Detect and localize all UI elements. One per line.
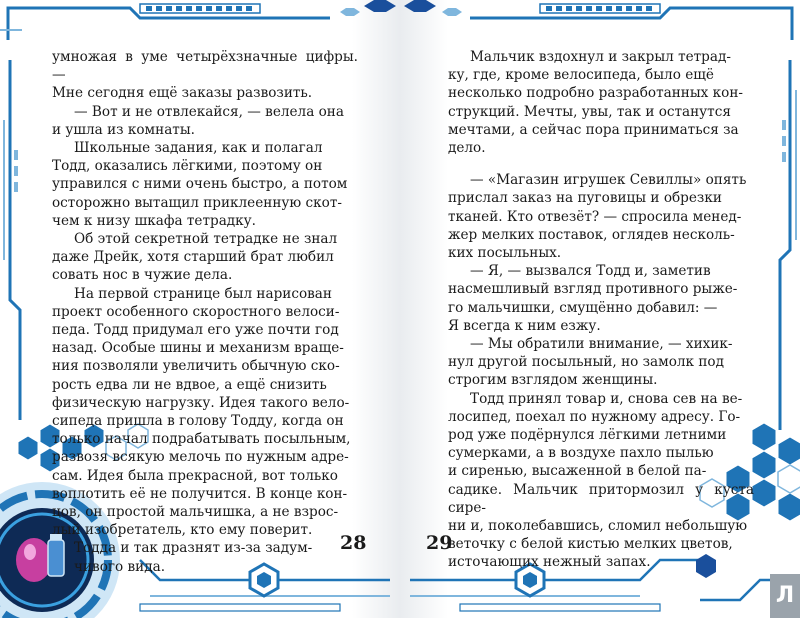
text-line: — Мы обратили внимание, — хихик- bbox=[470, 336, 733, 353]
text-line: источающих нежный запах. bbox=[448, 554, 651, 571]
text-line: На первой странице был нарисован bbox=[74, 285, 332, 302]
text-line: нул другой посыльный, но замолк под bbox=[448, 354, 724, 371]
page-number-left: 28 bbox=[340, 532, 367, 554]
text-line: Об этой секретной тетрадке не знал bbox=[74, 231, 338, 248]
text-line: ку, где, кроме велосипеда, было ещё bbox=[448, 67, 714, 84]
text-line: проект особенного скоростного велоси- bbox=[52, 303, 340, 320]
text-line: Мне сегодня ещё заказы развозить. bbox=[52, 85, 313, 102]
text-line: ния позволяли увеличить обычную ско- bbox=[52, 358, 340, 375]
text-line: род уже подёрнулся лёгкими летними bbox=[448, 427, 727, 444]
text-line: и ушла из комнаты. bbox=[52, 121, 195, 138]
text-line: Тодд принял товар и, снова сев на ве- bbox=[470, 390, 743, 407]
text-line: го мальчишки, смущённо добавил: — bbox=[448, 299, 718, 316]
text-line: педа. Тодд придумал его уже почти год bbox=[52, 322, 339, 339]
text-line: чивого вида. bbox=[74, 558, 166, 575]
text-line: — «Магазин игрушек Севиллы» опять bbox=[470, 172, 747, 189]
text-line: — Вот и не отвлекайся, — велела она bbox=[74, 103, 344, 120]
text-line: развозя всякую мелочь по нужным адре- bbox=[52, 449, 349, 466]
text-line: несколько подробно разработанных кон- bbox=[448, 85, 743, 102]
text-line: физическую нагрузку. Идея такого вело- bbox=[52, 394, 350, 411]
text-line: ни и, поколебавшись, сломил небольшую bbox=[448, 518, 748, 535]
text-line: прислал заказ на пуговицы и обрезки bbox=[448, 190, 722, 207]
text-line: назад. Особые шины и механизм враще- bbox=[52, 340, 344, 357]
right-page bbox=[400, 0, 800, 618]
text-line: Тодда и так дразнят из-за задум- bbox=[74, 540, 313, 557]
text-line: Мальчик вздохнул и закрыл тетрад- bbox=[470, 49, 731, 65]
text-line: только начал подрабатывать посыльным, bbox=[52, 431, 351, 448]
text-line: совать нос в чужие дела. bbox=[52, 267, 233, 284]
text-line: — Я, — вызвался Тодд и, заметив bbox=[470, 263, 711, 280]
text-line: умножая в уме четырёхзначные цифры. — bbox=[52, 49, 358, 84]
text-line: сам. Идея была прекрасной, вот только bbox=[52, 467, 338, 484]
text-line: сумерками, а в воздухе пахло пылью bbox=[448, 445, 714, 462]
text-line: строгим взглядом женщины. bbox=[448, 372, 658, 389]
text-line: Тодд, оказались лёгкими, поэтому он bbox=[52, 158, 323, 175]
text-line: насмешливый взгляд противного рыже- bbox=[448, 281, 738, 298]
page-number-right: 29 bbox=[426, 532, 453, 554]
right-page-text bbox=[448, 48, 754, 572]
text-line: тканей. Кто отвезёт? — спросила менед- bbox=[448, 208, 742, 225]
text-line: и сиренью, высаженной в белой па- bbox=[448, 463, 707, 480]
text-line: цов, он простой мальчишка, а не взрос- bbox=[52, 504, 339, 521]
text-line: веточку с белой кистью мелких цветов, bbox=[448, 536, 733, 553]
text-line: осторожно вытащил приклеенную скот- bbox=[52, 194, 342, 211]
text-line: садике. Мальчик притормозил у куста сире- bbox=[448, 481, 754, 516]
text-line: даже Дрейк, хотя старший брат любил bbox=[52, 249, 334, 266]
left-page-text bbox=[52, 48, 358, 576]
text-line: жер мелких поставок, оглядев несколь- bbox=[448, 226, 735, 243]
text-line: чем к низу шкафа тетрадку. bbox=[52, 212, 256, 229]
text-line: Школьные задания, как и полагал bbox=[74, 140, 323, 157]
text-line: лый изобретатель, кто ему поверит. bbox=[52, 522, 313, 539]
text-line: воплотить её не получится. В конце кон- bbox=[52, 485, 348, 502]
text-line: Я всегда к ним езжу. bbox=[448, 317, 601, 334]
text-line: сипеда пришла в голову Тодду, когда он bbox=[52, 413, 344, 430]
text-line: дело. bbox=[448, 140, 486, 157]
text-line: рость едва ли не вдвое, а ещё снизить bbox=[52, 376, 327, 393]
corner-badge: Л bbox=[770, 574, 800, 618]
text-line: лосипед, поехал по нужному адресу. Го- bbox=[448, 408, 741, 425]
text-line: ких посыльных. bbox=[448, 245, 562, 262]
text-line: управился с ними очень быстро, а потом bbox=[52, 176, 348, 193]
text-line: мечтами, а сейчас пора приниматься за bbox=[448, 121, 739, 138]
text-line: струкций. Мечты, увы, так и останутся bbox=[448, 103, 731, 120]
